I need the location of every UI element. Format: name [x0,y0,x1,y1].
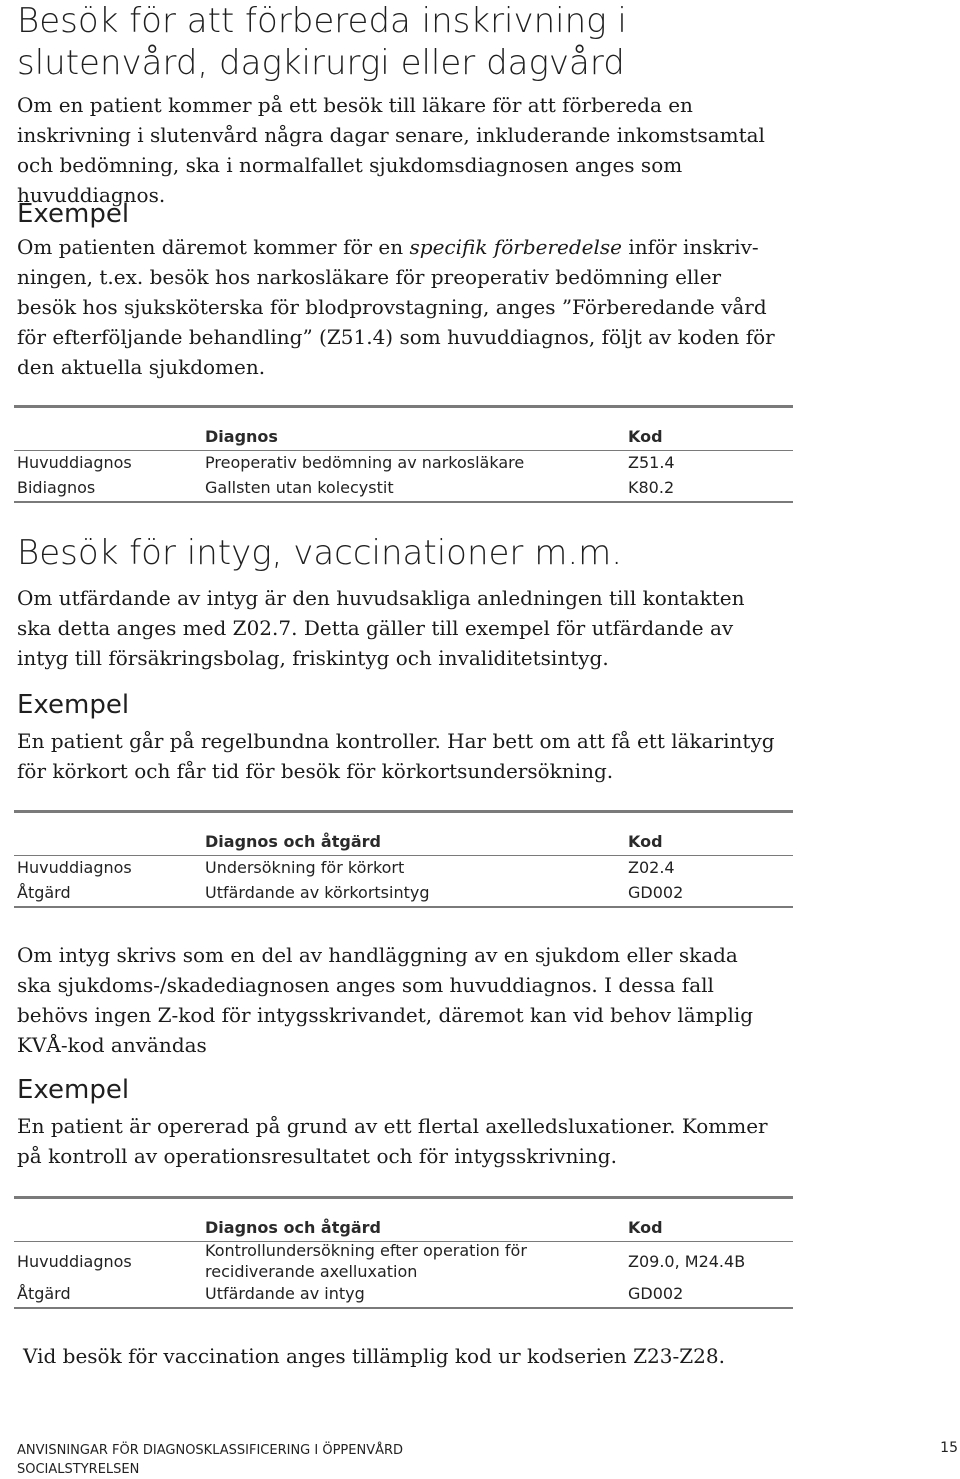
cell-code: Z02.4 [628,858,675,877]
header-kod: Kod [628,1218,663,1237]
header-kod: Kod [628,832,663,851]
cell-type: Huvuddiagnos [17,453,132,472]
page-number: 15 [940,1440,958,1456]
table-driving-license [14,810,793,908]
paragraph-shoulder-luxation: En patient är opererad på grund av ett flertal axelledsluxationer. Kommer på kontroll av operationsresultatet och för intygsskrivning. [17,1114,768,1168]
cell-type: Huvuddiagnos [17,1252,132,1271]
example-label-3: Exempel [17,1075,130,1105]
cell-type: Åtgärd [17,883,71,902]
cell-code: Z09.0, M24.4B [628,1252,746,1271]
table-preoperative [14,405,793,503]
paragraph-certificate-as-part: Om intyg skrivs som en del av handläggning av en sjukdom eller skada ska sjukdoms-/skadediagnosen anges som huvuddiagnos. I dessa fall behövs ingen Z-kod för intygsskrivandet, däremot kan vid behov lämplig KVÅ-kod användas [17,943,754,1057]
table-row [14,1242,793,1282]
cell-diagnosis: Utfärdande av intyg [205,1284,365,1303]
header-diagnos-atgard: Diagnos och åtgärd [205,1218,381,1237]
footer-title: ANVISNINGAR FÖR DIAGNOSKLASSIFICERING I ÖPPENVÅRD [17,1443,404,1458]
table-row [14,476,793,501]
header-diagnos-atgard: Diagnos och åtgärd [205,832,381,851]
table-header [14,813,793,856]
paragraph-driving-license: En patient går på regelbundna kontroller. Har bett om att få ett läkarintyg för körkort och får tid för besök för körkortsundersökning. [17,729,775,783]
cell-code: GD002 [628,883,684,902]
cell-diagnosis: Gallsten utan kolecystit [205,478,394,497]
header-kod: Kod [628,427,663,446]
cell-diagnosis: Utfärdande av körkortsintyg [205,883,430,902]
paragraph-certificates: Om utfärdande av intyg är den huvudsakliga anledningen till kontakten ska detta anges med Z02.7. Detta gäller till exempel för utfärdande av intyg till försäkringsbolag, friskintyg och invaliditetsintyg. [17,586,745,670]
header-diagnos: Diagnos [205,427,278,446]
cell-type: Åtgärd [17,1284,71,1303]
cell-code: GD002 [628,1284,684,1303]
paragraph-vaccination: Vid besök för vaccination anges tillämplig kod ur kodserien Z23-Z28. [23,1344,725,1368]
table-header [14,408,793,451]
paragraph-specific-preparation [17,232,777,382]
paragraph-preparation: Om en patient kommer på ett besök till läkare för att förbereda en inskrivning i slutenvård några dagar senare, inkluderande inkomstsamtal och bedömning, ska i normalfallet sjukdomsdiagnosen anges som huvuddiagnos. [17,93,765,207]
table-row [14,1282,793,1307]
section-heading-certificates: Besök för intyg, vaccinationer m.m. [17,533,623,573]
para2-start: Om patienten däremot kommer för en [17,235,410,259]
para2-italic: specifik förberedelse [409,235,623,259]
heading-line-1: Besök för att förbereda inskrivning i [17,1,627,41]
cell-type: Bidiagnos [17,478,96,497]
cell-code: K80.2 [628,478,675,497]
table-shoulder [14,1196,793,1309]
table-row [14,881,793,906]
table-header [14,1199,793,1242]
para2-end: inför inskriv-ningen, t.ex. besök hos narkosläkare för preoperativ bedömning eller besök hos sjuksköterska för blodprovstagning, anges ”Förberedande vård för efterföljande behandling” (Z51.4) som huvuddiagnos, följt av koden för den aktuella sjukdomen. [17,235,775,379]
cell-diagnosis: Kontrollundersökning efter operation för recidiverande axelluxation [205,1241,527,1281]
table-row [14,451,793,476]
example-label-2: Exempel [17,690,130,720]
table-row [14,856,793,881]
cell-diagnosis: Preoperativ bedömning av narkosläkare [205,453,525,472]
cell-type: Huvuddiagnos [17,858,132,877]
footer-publisher: SOCIALSTYRELSEN [17,1462,140,1477]
cell-code: Z51.4 [628,453,675,472]
cell-diagnosis: Undersökning för körkort [205,858,405,877]
heading-line-2: slutenvård, dagkirurgi eller dagvård [17,43,625,83]
section-heading-preparation [17,0,627,84]
example-label-1: Exempel [17,199,130,229]
